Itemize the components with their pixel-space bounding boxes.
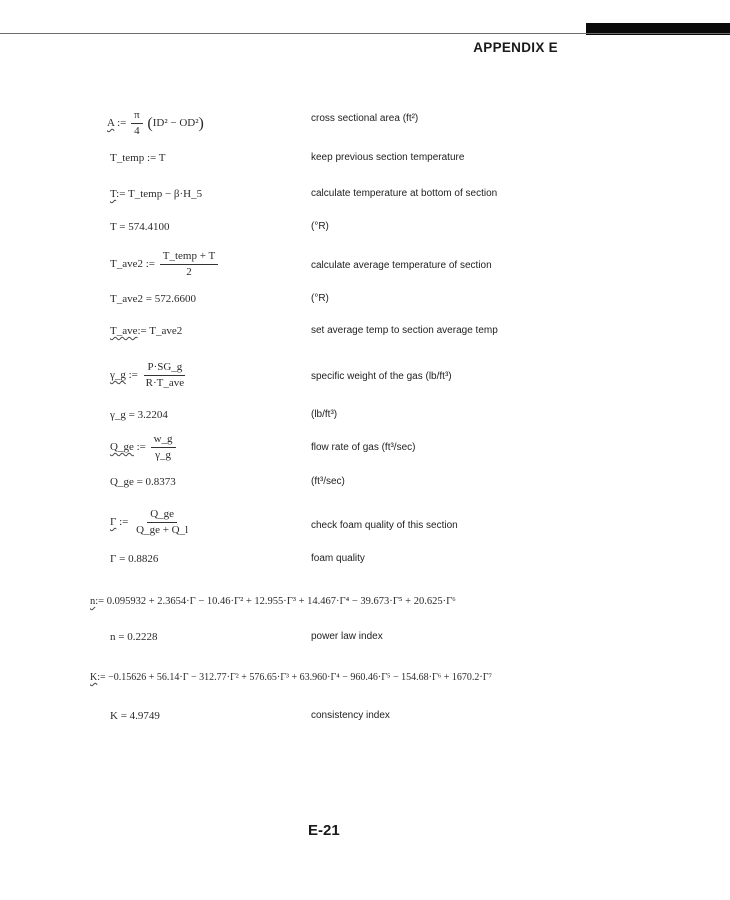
val-t: T = 574.4100 <box>110 221 170 233</box>
appendix-title: APPENDIX E <box>473 40 558 55</box>
desc-n: power law index <box>311 631 383 642</box>
desc-tave: set average temp to section average temp <box>311 325 498 336</box>
val-qge: Q_ge = 0.8373 <box>110 476 176 488</box>
desc-gamma: specific weight of the gas (lb/ft³) <box>311 371 452 382</box>
page-number: E-21 <box>308 822 340 839</box>
eq-qge: Q_ge := $\frac{w\_g}{\gamma\_g}$ <box>110 434 178 461</box>
eq-tave: T_ave:= T_ave2 <box>110 325 183 337</box>
eq-ttemp: T_temp := T <box>110 152 166 164</box>
eq-k: K:= −0.15626 + 56.14·Γ − 312.77·Γ² + 576.65·Γ³ + 63.960·Γ⁴ − 960.46·Γ⁵ − 154.68·Γ⁶ + 1670.2·Γ⁷ <box>90 672 492 683</box>
val-n: n = 0.2228 <box>110 631 158 643</box>
desc-area: cross sectional area (ft²) <box>311 113 419 124</box>
val-tave2: T_ave2 = 572.6600 <box>110 293 196 305</box>
val-gamma: γ_g = 3.2204 <box>110 409 168 421</box>
desc-k: consistency index <box>311 710 390 721</box>
header-rule <box>0 33 730 34</box>
eq-gamma: γ_g := $\frac{P\cdot SG\_g}{\text{R·T\_ave}}$ <box>110 361 185 389</box>
eq-area: A := $\frac{\pi}{4}$ (ID² − OD²) <box>107 109 204 137</box>
desc-qge: flow rate of gas (ft³/sec) <box>311 442 416 453</box>
val-k: K = 4.9749 <box>110 710 160 722</box>
unit-gamma-quality: foam quality <box>311 553 365 564</box>
unit-gamma: (lb/ft³) <box>311 409 338 420</box>
unit-qge: (ft³/sec) <box>311 476 345 487</box>
eq-t-bottom: T:= T_temp − β·H_5 <box>110 188 203 200</box>
eq-n: n:= 0.095932 + 2.3654·Γ − 10.46·Γ² + 12.955·Γ³ + 14.467·Γ⁴ − 39.673·Γ⁵ + 20.625·Γ⁶ <box>90 596 456 607</box>
unit-t: (°R) <box>311 221 329 232</box>
eq-tave2: T_ave2 := $\frac{\text{T\_temp + T}}{2}$ <box>110 251 220 278</box>
desc-tave2: calculate average temperature of section <box>311 260 492 271</box>
val-gamma-quality: Γ = 0.8826 <box>110 553 159 565</box>
desc-t-bottom: calculate temperature at bottom of section <box>311 188 498 199</box>
desc-ttemp: keep previous section temperature <box>311 152 465 163</box>
unit-tave2: (°R) <box>311 293 329 304</box>
desc-gamma-quality: check foam quality of this section <box>311 520 458 531</box>
eq-gamma-quality: Γ := $\frac{Q\_ge}{Q\_ge + Q\_l}$ <box>110 508 189 536</box>
